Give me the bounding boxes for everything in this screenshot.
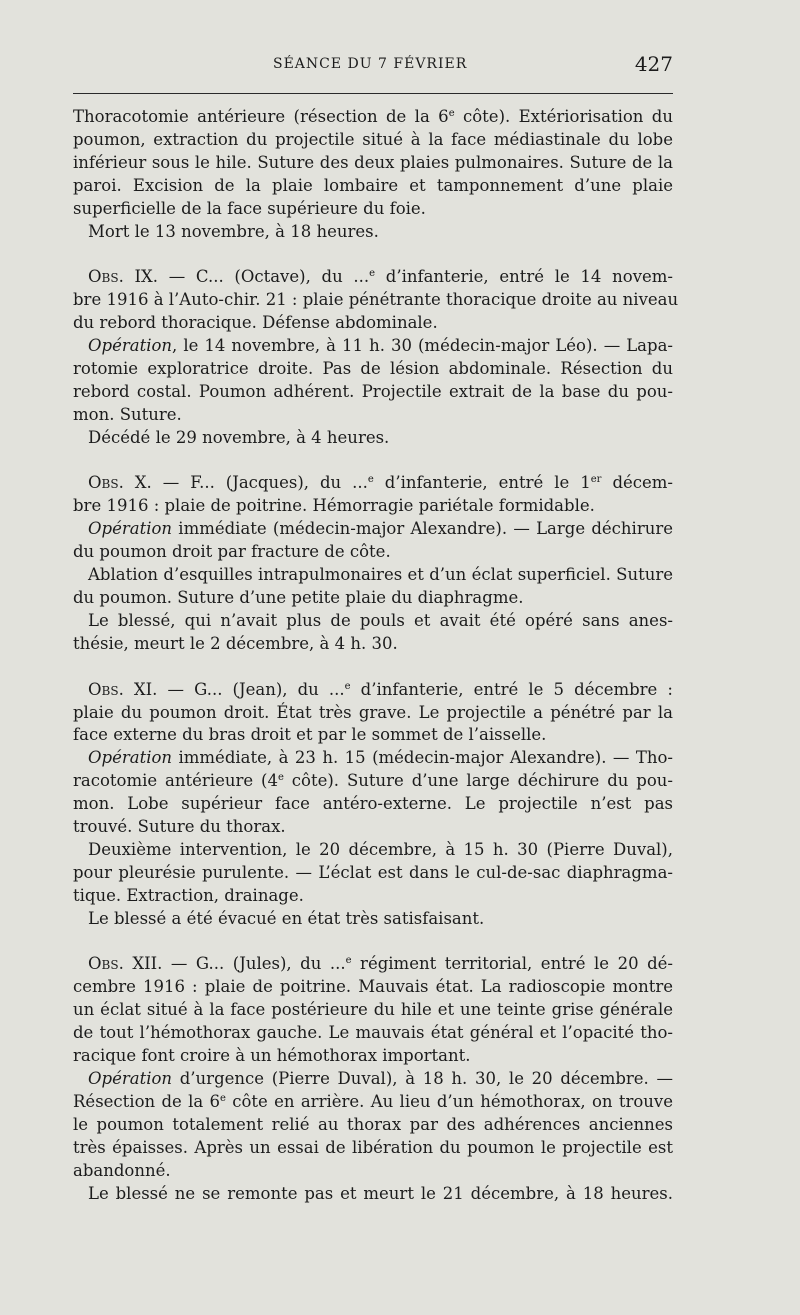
text-line: rebord costal. Poumon adhérent. Projectile extrait de la base du pou- [73,381,673,401]
text-line: Deuxième intervention, le 20 décembre, à 15 h. 30 (Pierre Duval), [88,839,673,859]
text-line: un éclat situé à la face postérieure du hile et une teinte grise générale [73,1000,673,1020]
paragraph-gap [73,450,673,473]
text-line: poumon, extraction du projectile situé à la face médiastinale du lobe [73,129,673,149]
text-line: bre 1916 à l’Auto-chir. 21 : plaie pénétrante thoracique droite au niveau [73,290,679,310]
text-line: paroi. Excision de la plaie lombaire et tamponnement d’une plaie [73,175,673,195]
text-line: mon. Lobe supérieur face antéro-externe. Le projectile n’est pas [73,794,673,814]
text-line: Résection de la 6e côte en arrière. Au lieu d’un hémothorax, on trouve [73,1091,673,1111]
text-line: Ablation d’esquilles intrapulmonaires et d’un éclat superficiel. Suture [88,565,673,585]
text-line: cembre 1916 : plaie de poitrine. Mauvais état. La radioscopie montre [73,977,673,997]
text-line: tique. Extraction, drainage. [73,885,304,905]
text-line: Obs. XII. — G... (Jules), du ...$^e$ régiment territorial, entré le 20 dé- [88,954,673,974]
header-rule [73,93,673,94]
text-line: pour pleurésie purulente. — L’éclat est dans le cul-de-sac diaphragma- [73,862,673,882]
text-line: Opération immédiate, à 23 h. 15 (médecin-major Alexandre). — Tho- [88,748,673,768]
text-line: inférieur sous le hile. Suture des deux plaies pulmonaires. Suture de la [73,152,673,172]
text-line: Le blessé ne se remonte pas et meurt le 21 décembre, à 18 heures. [88,1183,673,1203]
text-line: mon. Suture. [73,404,182,424]
text-line: Le blessé a été évacué en état très satisfaisant. [88,908,485,928]
text-line: Le blessé, qui n’avait plus de pouls et avait été opéré sans anes- [88,610,673,630]
text-line: Obs. XI. — G... (Jean), du ...$^e$ d’infanterie, entré le 5 décembre : [88,679,673,699]
text-line: Opération d’urgence (Pierre Duval), à 18 h. 30, le 20 décembre. — [88,1069,673,1088]
text-line: plaie du poumon droit. État très grave. Le projectile a pénétré par la [73,702,673,722]
text-line: de tout l’hémothorax gauche. Le mauvais état général et l’opacité tho- [73,1023,673,1043]
text-line: trouvé. Suture du thorax. [73,817,286,837]
text-line: superficielle de la face supérieure du foie. [73,198,426,218]
body-text [73,106,679,1205]
page-number: 427 [634,52,673,76]
text-line: Obs. X. — F... (Jacques), du ...$^e$ d’infanterie, entré le 1er décem- [88,473,673,493]
text-line: rotomie exploratrice droite. Pas de lésion abdominale. Résection du [73,358,673,378]
text-line: très épaisses. Après un essai de libération du poumon le projectile est [73,1137,673,1157]
text-line: face externe du bras droit et par le sommet de l’aisselle. [73,725,547,745]
text-line: du rebord thoracique. Défense abdominale. [73,313,438,333]
text-line: bre 1916 : plaie de poitrine. Hémorragie pariétale formidable. [73,496,595,516]
running-title: SÉANCE DU 7 FÉVRIER [273,56,468,72]
text-line: du poumon droit par fracture de côte. [73,542,391,562]
paragraph-gap [73,656,673,679]
text-line: Thoracotomie antérieure (résection de la 6e côte). Extériorisation du [73,107,673,126]
text-line: Opération, le 14 novembre, à 11 h. 30 (médecin-major Léo). — Lapa- [88,336,673,356]
paragraph-gap [73,243,673,266]
text-line: Décédé le 29 novembre, à 4 heures. [88,427,390,447]
text-line: racotomie antérieure (4e côte). Suture d’une large déchirure du pou- [73,771,673,791]
text-line: Mort le 13 novembre, à 18 heures. [88,221,379,241]
text-line: Obs. IX. — C... (Octave), du ...$^e$ d’infanterie, entré le 14 novem- [88,267,673,287]
page-header [73,52,673,78]
text-line: le poumon totalement relié au thorax par des adhérences anciennes [73,1114,673,1134]
paragraph-gap [73,931,673,954]
text-line: thésie, meurt le 2 décembre, à 4 h. 30. [73,633,398,653]
text-line: racique font croire à un hémothorax important. [73,1046,471,1066]
text-line: du poumon. Suture d’une petite plaie du diaphragme. [73,588,524,607]
text-line: Opération immédiate (médecin-major Alexandre). — Large déchirure [88,519,673,539]
text-line: abandonné. [73,1160,171,1180]
